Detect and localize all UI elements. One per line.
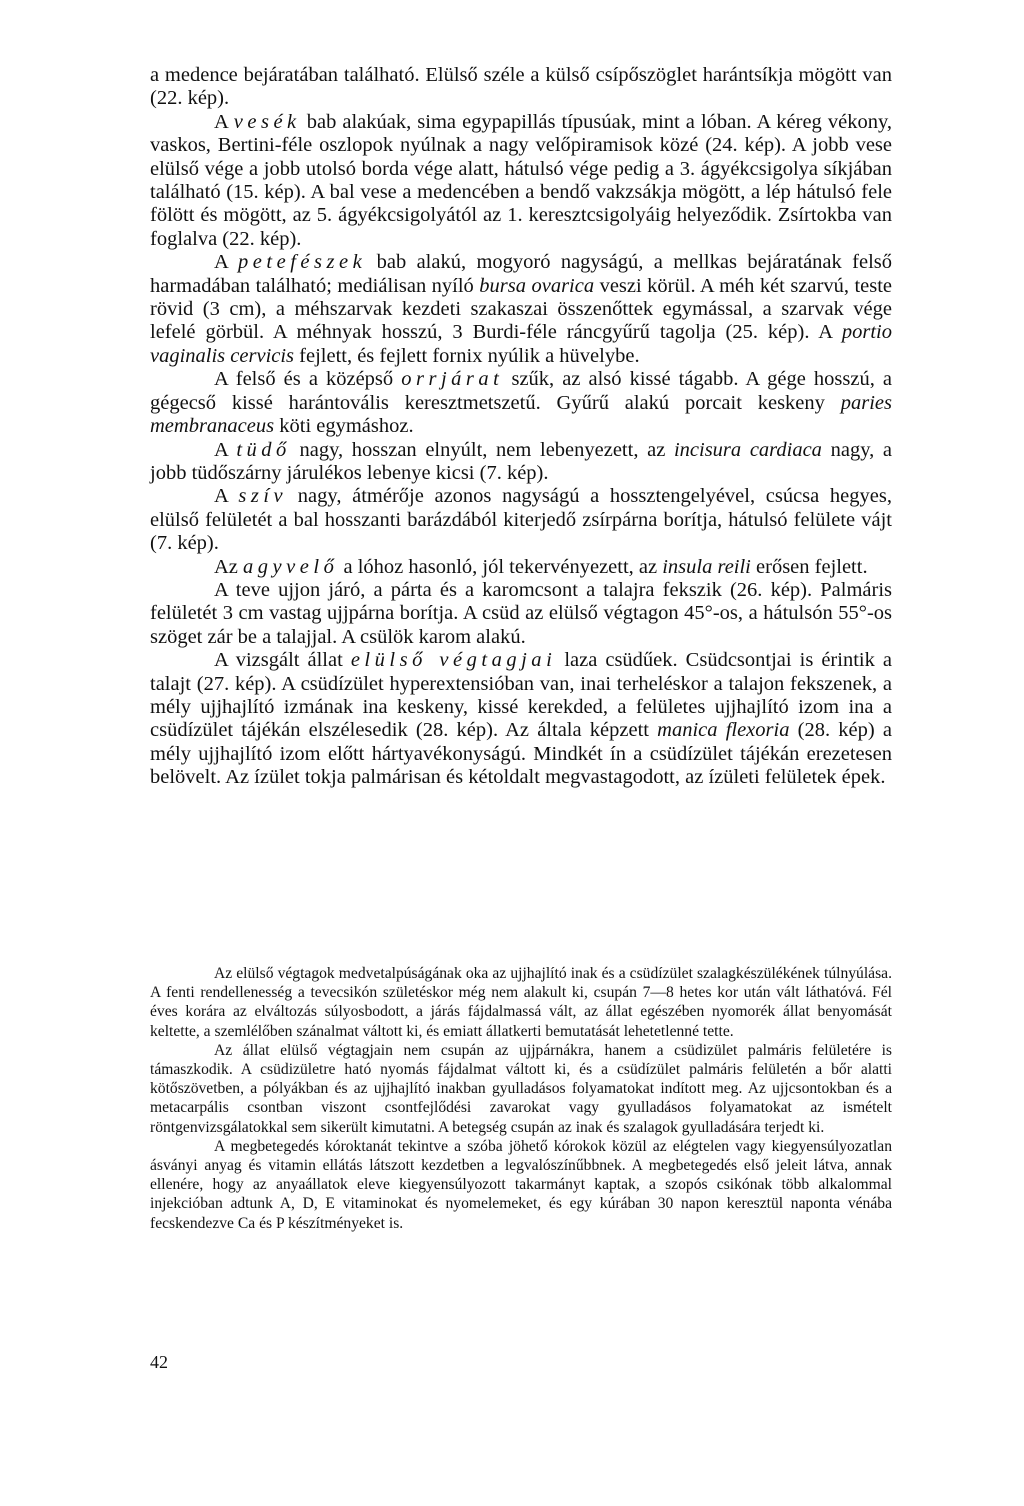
- footnote-paragraph-cause: Az elülső végtagok medvetalpúságának oka az ujjhajlító inak és a csüdízület szalagkészülékének túlnyúlása. A fenti rendellenesség a tevecsikón születéskor még nem alakult ki, csupán 7—8 hetes kor után vált láthatóvá. Fél éves korára az elváltozás súlyosbodott, a járás fájdalmassá vált, az állat egészében nyomorék állat benyomását keltette, a szemlélőben szánalmat váltott ki, és emiatt állatkerti bemutatását lehetetlenné tette.: [150, 965, 892, 1040]
- term-lung: tüdő: [236, 438, 291, 461]
- term-kidneys: vesék: [233, 110, 301, 133]
- paragraph-toes: A teve ujjon járó, a párta és a karomcsont a talajra fekszik (26. kép). Palmáris felületét 3 cm vastag ujjpárna borítja. A csüd az elülső végtagon 45°-os, a hátulsón 55°-os szöget zár be a talajjal. A csülök karom alakú.: [150, 578, 892, 648]
- term-heart: szív: [238, 485, 288, 508]
- paragraph-ovary: A petefészek bab alakú, mogyoró nagyságú, a mellkas bejáratának felső harmadában található; mediálisan nyíló bursa ovarica veszi körül. A méh két szarvú, teste rövid (3 cm), a méhszarvak kezdeti szakaszai összenőttek egymással, a szarvak vége lefelé görbül. A méhnyak hosszú, 3 Burdi-féle ráncgyűrű tagolja (25. kép). A portio vaginalis cervicis fejlett, és fejlett fornix nyúlik a hüvelybe.: [150, 251, 893, 367]
- term-insula-reili: insula reili: [662, 555, 751, 578]
- term-bursa-ovarica: bursa ovarica: [479, 274, 595, 297]
- paragraph-brain: Az agyvelő a lóhoz hasonló, jól tekervényezett, az insula reili erősen fejlett.: [214, 555, 868, 578]
- paragraph-kidneys: A vesék bab alakúak, sima egypapillás típusúak, mint a lóban. A kéreg vékony, vaskos, Bertini-féle oszlopok nyúlnak a nagy velőpiramisok közé (24. kép). A jobb vese elülső vége a jobb utolsó borda vége alatt, hátulsó vége pedig a 3. ágyékcsigolya síkjában található (15. kép). A bal vese a medencében a bendő vakzsákja mögött, a lép hátulsó fele fölött és mögött, az 5. ágyékcsigolyától az 1. keresztcsigolyáig helyeződik. Zsírtokba van foglalva (22. kép).: [150, 110, 892, 250]
- paragraph-lung: A tüdő nagy, hosszan elnyúlt, nem lebenyezett, az incisura cardiaca nagy, a jobb tüdőszárny járulékos lebenye kicsi (7. kép).: [150, 438, 892, 484]
- term-ovary: petefészek: [238, 251, 367, 274]
- paragraph-heart: A szív nagy, átmérője azonos nagyságú a hossztengelyével, csúcsa hegyes, elülső felületét a bal hosszanti barázdából kiterjedő zsírpárna borítja, hátulsó felülete vájt (7. kép).: [150, 485, 892, 555]
- paragraph-forelimbs: A vizsgált állat elülső végtagjai laza csüdűek. Csüdcsontjai is érintik a talajt (27. kép). A csüdízület hyperextensióban van, inai terheléskor a talajon fekszenek, a mély ujjhajlító izmának ina keskeny, kissé kerekded, a felületes ujjhajlító izom ina a csüdízület tájékán elszélesedik (28. kép). Az általa képzett manica flexoria (28. kép) a mély ujjhajlító izom előtt hártyavékonyságú. Mindkét ín a csüdízület tájékán erezetesen belövelt. Az ízület tokja palmárisan és kétoldalt megvastagodott, az ízületi felületek épek.: [150, 649, 892, 789]
- term-incisura-cardiaca: incisura cardiaca: [673, 438, 822, 461]
- term-portio-vaginalis: portio vaginalis cervicis: [150, 321, 892, 367]
- paragraph-pelvis: a medence bejáratában található. Elülső széle a külső csípőszöglet harántsíkja mögött van (22. kép).: [150, 64, 892, 110]
- page-number: 42: [150, 1352, 168, 1372]
- term-forelimbs: elülső végtagjai: [350, 649, 557, 672]
- term-manica-flexoria: manica flexoria: [657, 719, 790, 742]
- term-nasal-passage: orrjárat: [401, 368, 504, 391]
- paragraph-nasal: A felső és a középső orrjárat szűk, az alsó kissé tágabb. A gége hosszú, a gégecső kissé harántovális keresztmetszetű. Gyűrű alakú porcait keskeny paries membranaceus köti egymáshoz.: [150, 368, 892, 438]
- footnote-text: [150, 964, 892, 1233]
- term-paries-membranaceus: paries membranaceus: [150, 391, 892, 438]
- term-brain: agyvelő: [243, 555, 339, 578]
- footnote-paragraph-symptoms: Az állat elülső végtagjain nem csupán az ujjpárnákra, hanem a csüdizület palmáris felületére is támaszkodik. A csüdizületre ható nyomás fájdalmat váltott ki, és a csüdízület palmáris felületén a bőr alatti kötőszövetben, a pólyákban és az ujjhajlító inakban gyulladásos folyamatokat indított meg. Az ujjcsontokban és a metacarpális csontban viszont csontfejlődési zavarokat vagy gyulladásos folyamatokat az ismételt röntgenvizsgálatokkal sem sikerült kimutatni. A betegség csupán az inak és szalagok gyulladására terjedt ki.: [150, 1041, 892, 1136]
- footnote-paragraph-treatment: A megbetegedés kóroktanát tekintve a szóba jöhető kórokok közül az elégtelen vagy kiegyensúlyozatlan ásványi anyag és vitamin ellátás látszott kezdetben a legvalószínűbbnek. A megbetegedés első jeleit látva, annak ellenére, hogy az anyaállatok eleve kiegyensúlyozott takarmányt kaptak, a szopós csikónak több alkalommal injekcióban adtunk A, D, E vitaminokat és nyomelemeket, és egy kúrában 30 napon keresztül naponta vénába fecskendezve Ca és P készítményeket is.: [150, 1137, 892, 1232]
- main-text: [150, 64, 892, 790]
